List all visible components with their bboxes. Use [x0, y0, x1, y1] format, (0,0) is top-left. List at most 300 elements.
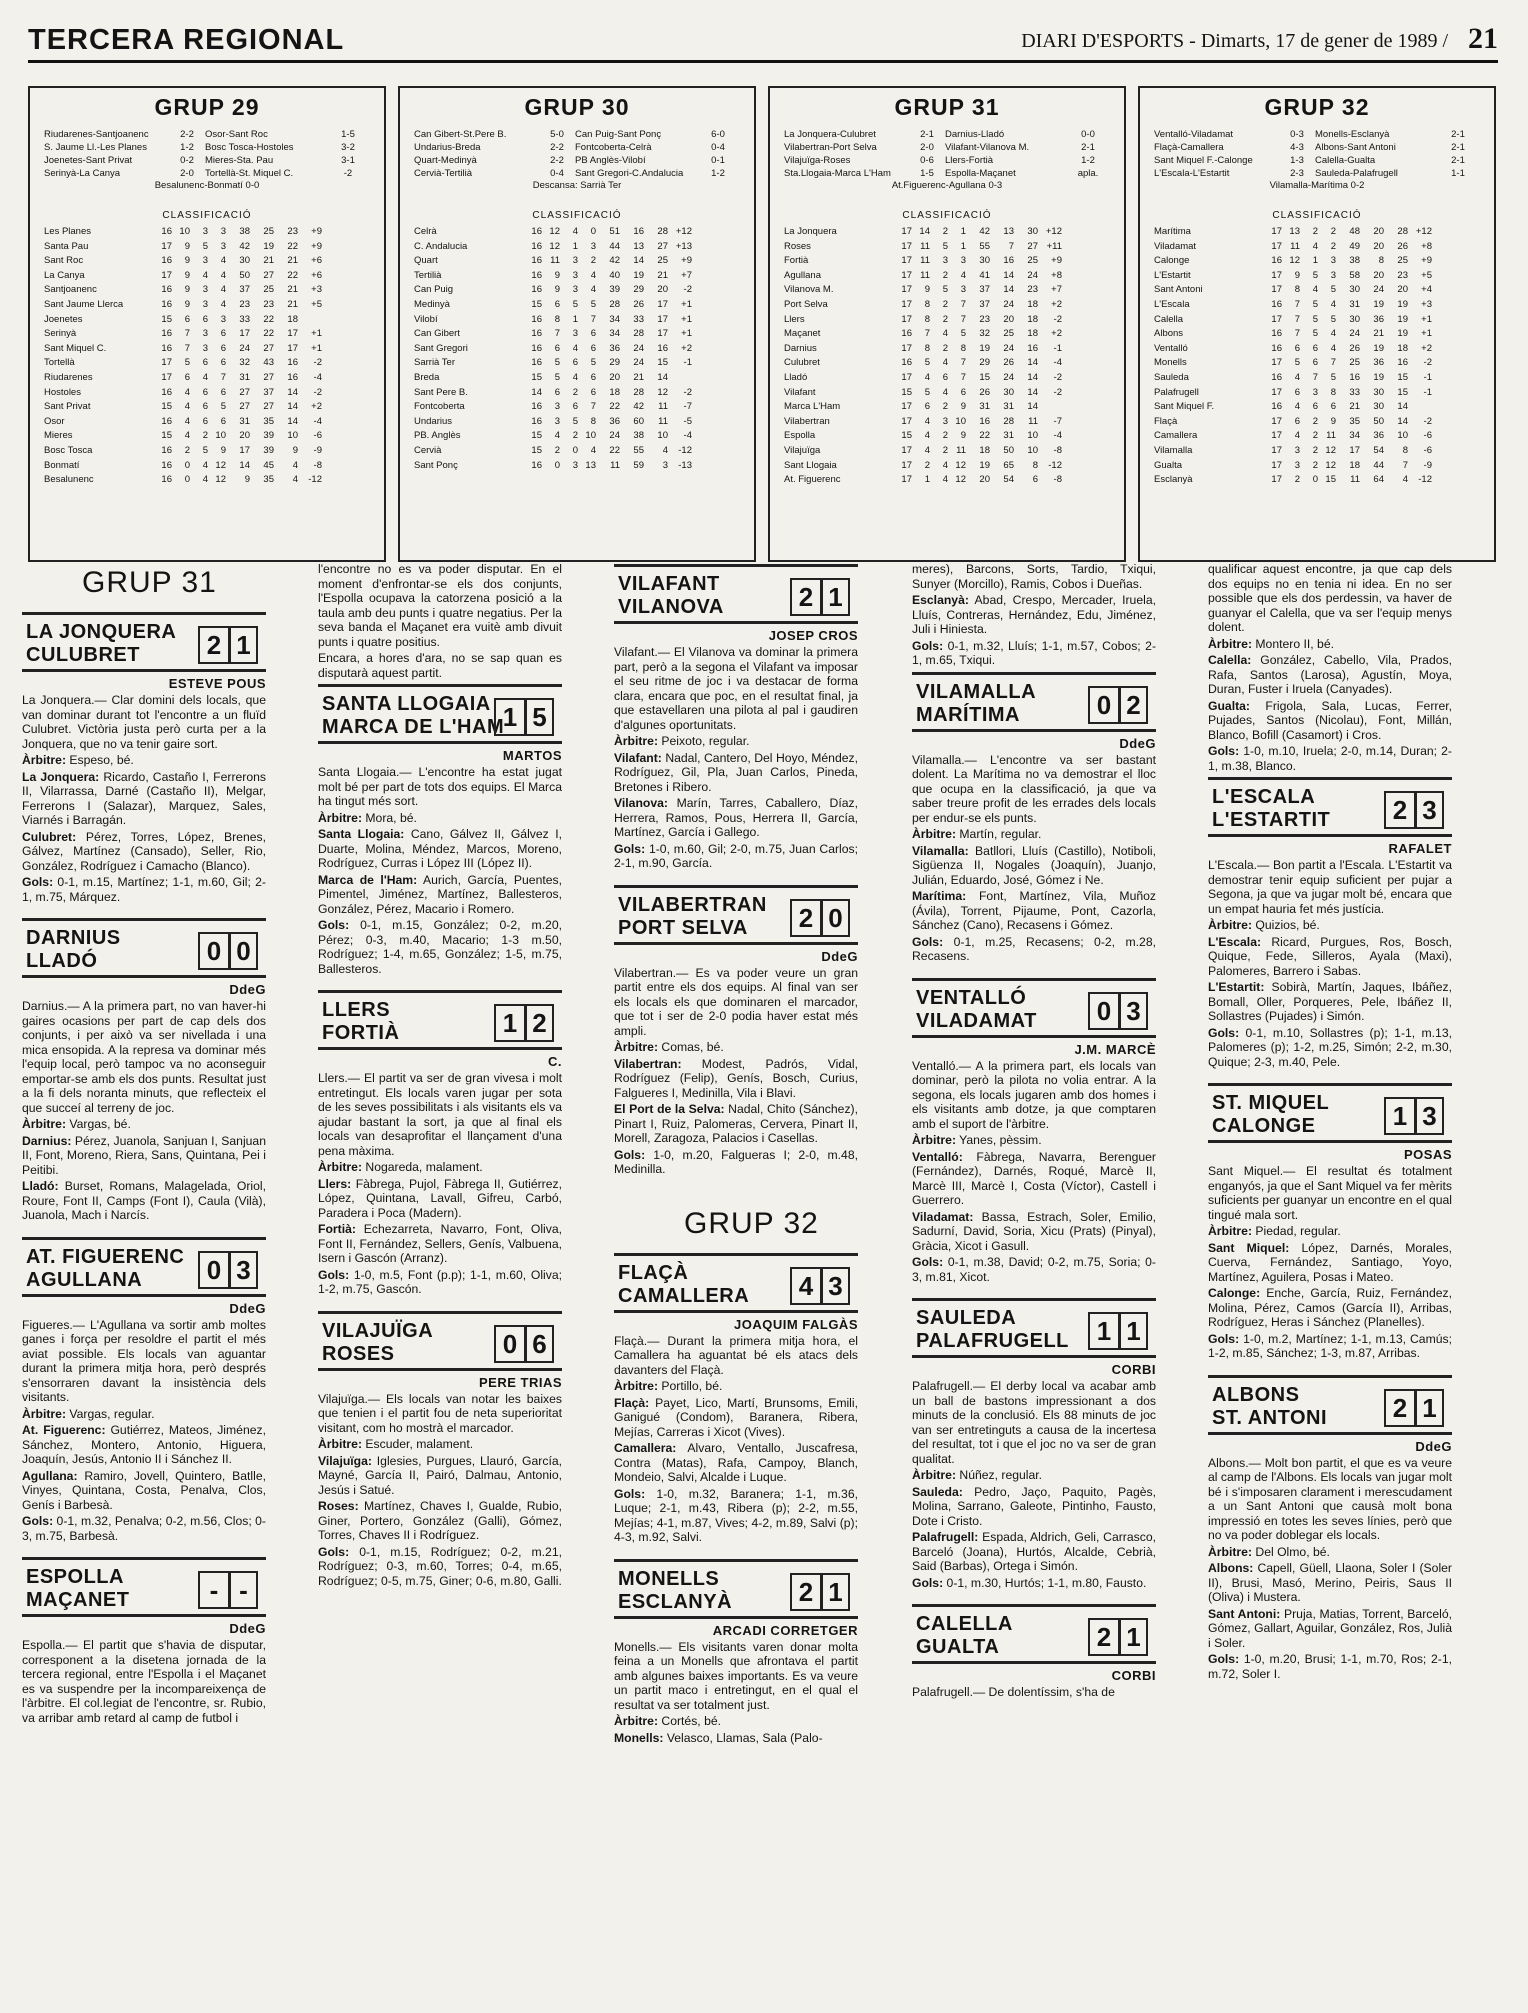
stat-cell: 2 [1330, 226, 1336, 237]
standings-row [44, 269, 370, 284]
stat-cell: 10 [1027, 444, 1038, 456]
stat-cell: 16 [161, 342, 172, 354]
score-box [790, 1267, 850, 1305]
stat-cell: 6 [202, 415, 208, 427]
bold-label: Vilanova: [614, 796, 668, 810]
stat-cell: 17 [1271, 269, 1282, 281]
stat-cell: 17 [1271, 444, 1282, 456]
stat-cell: 17 [239, 444, 250, 456]
stat-cell: 6 [220, 328, 226, 340]
stat-cell: 14 [1027, 371, 1038, 383]
paragraph-text: L'Escala.— Bon partit a l'Escala. L'Estartit va demostrar tenir equip suficient per pujar a Segona, ja que va jugar molt bé, encara que un empat hauria fet més justícia. [1208, 858, 1452, 916]
group-title: GRUP 29 [154, 94, 260, 120]
stat-cell: 27 [239, 401, 250, 413]
stat-cell: 19 [1397, 328, 1408, 340]
match-name: Serinyà-La Canya [44, 168, 121, 179]
standings-row [1154, 386, 1480, 401]
byline: CORBI [1111, 1362, 1156, 1377]
paragraph [1208, 1607, 1452, 1651]
standings-row [1154, 356, 1480, 371]
bold-label: Àrbitre: [1208, 636, 1253, 651]
away-score: 2 [1118, 688, 1146, 722]
stat-cell: 28 [633, 328, 644, 340]
bold-label: Fortià: [318, 1222, 356, 1236]
stat-cell: 33 [239, 313, 250, 325]
stat-cell: 5 [220, 401, 226, 413]
standings-row [414, 298, 740, 313]
result-row [784, 128, 1110, 141]
bold-label: Àrbitre: [1208, 918, 1253, 932]
match-score: 2-1 [1451, 155, 1465, 166]
stat-cell: +6 [311, 255, 322, 267]
stat-cell: 17 [1271, 474, 1282, 486]
home-score: 1 [502, 702, 518, 732]
home-team: MONELLS [618, 1567, 720, 1590]
stat-cell: 19 [633, 269, 644, 281]
paragraph-text: López, Darnés, Morales, Cuerva, Fernández, Santiago, Yoyo, Martínez, Aguilera, Posas i Mateo. [1208, 1240, 1452, 1284]
stat-cell: 9 [184, 298, 190, 310]
bold-label: Gols: [318, 918, 350, 932]
standings-row [1154, 342, 1480, 357]
paragraph [318, 1545, 562, 1589]
match-name: L'Escala-L'Estartit [1154, 168, 1230, 179]
stat-cell: +9 [311, 226, 322, 237]
bold-label: La Jonquera: [22, 769, 100, 784]
stat-cell: 17 [901, 371, 912, 383]
paragraph [318, 1177, 562, 1221]
stat-cell: 6 [220, 342, 226, 354]
paragraph [22, 1318, 266, 1405]
standings-row [44, 415, 370, 430]
stat-cell: 6 [572, 357, 578, 369]
stat-cell: 17 [901, 415, 912, 427]
stat-cell: 6 [220, 386, 226, 398]
page-number: 21 [1468, 22, 1498, 55]
paragraph-text: Espada, Aldrich, Geli, Carrasco, Barceló (Joana), Hurtós, Alcalde, Cebrià, Said (Barbas), Ortega i Simón. [912, 1530, 1156, 1573]
stat-cell: 2 [942, 226, 948, 237]
stat-cell: 17 [161, 371, 172, 383]
stat-cell: 5 [960, 328, 966, 340]
score-box [494, 1325, 554, 1363]
stat-cell: 15 [657, 357, 668, 369]
paragraph [912, 1485, 1156, 1529]
stat-cell: 24 [1373, 284, 1384, 296]
stat-cell: 30 [1027, 226, 1038, 237]
stat-cell: 20 [1397, 284, 1408, 296]
stat-cell: 14 [1027, 386, 1038, 398]
standings-row [784, 313, 1110, 328]
home-team: SAULEDA [916, 1307, 1017, 1329]
stat-cell: 4 [924, 371, 930, 383]
stat-cell: 8 [1402, 444, 1408, 456]
stat-cell: 30 [1003, 386, 1014, 398]
article-column [1208, 560, 1452, 2005]
bold-label: Gols: [614, 1486, 646, 1501]
stat-cell: 17 [657, 313, 668, 325]
match-score: 3-1 [341, 155, 355, 166]
home-score: 1 [502, 1008, 518, 1038]
article-column [318, 560, 562, 2005]
stat-cell: 4 [202, 371, 208, 383]
result-row [414, 141, 740, 154]
stat-cell: 20 [1373, 240, 1384, 252]
home-score: 1 [1392, 1101, 1408, 1131]
standings-row [414, 283, 740, 298]
stat-cell: 17 [901, 313, 912, 325]
bold-label: Vilafant: [614, 750, 662, 765]
stat-cell: -7 [683, 401, 692, 413]
away-team: VILADAMAT [916, 1009, 1037, 1032]
paragraph [318, 1160, 562, 1175]
stat-cell: 19 [1373, 371, 1384, 383]
team-name: Calonge [1154, 255, 1190, 267]
stat-cell: 16 [531, 342, 542, 354]
home-team: LA JONQUERA [26, 621, 177, 643]
stat-cell: 19 [1397, 313, 1408, 325]
standings-row [1154, 473, 1480, 488]
stat-cell: 28 [1003, 415, 1014, 427]
stat-cell: 4 [292, 459, 298, 471]
stat-cell: 6 [590, 342, 596, 354]
stat-cell: 17 [901, 284, 912, 296]
standings-row [414, 371, 740, 386]
stat-cell: 16 [531, 255, 542, 267]
results-list [414, 128, 740, 204]
home-score: 0 [1096, 995, 1112, 1026]
stat-cell: 6 [942, 371, 948, 383]
stat-cell: 14 [919, 226, 930, 237]
stat-cell: 50 [1373, 415, 1384, 427]
stat-cell: 22 [263, 328, 274, 340]
stat-cell: 8 [1294, 284, 1300, 296]
stat-cell: 2 [1312, 226, 1318, 237]
standings-row [784, 342, 1110, 357]
standings-row [784, 473, 1110, 488]
stat-cell: 25 [657, 255, 668, 267]
paragraph-text: 1-0, m.20, Brusi; 1-1, m.70, Ros; 2-1, m.72, Soler I. [1208, 1652, 1452, 1681]
stat-cell: -4 [683, 430, 692, 442]
stat-cell: 17 [901, 401, 912, 413]
stat-cell: 2 [1312, 430, 1318, 442]
stat-cell: 30 [1349, 313, 1360, 325]
paragraph [318, 827, 562, 871]
away-score: 0 [228, 934, 256, 968]
bold-label: Sant Miquel: [1208, 1240, 1290, 1255]
stat-cell: 17 [1271, 284, 1282, 296]
bold-label: At. Figuerenc: [22, 1423, 106, 1437]
paragraph-text: Sant Miquel.— El resultat és totalment enganyós, ja que el Sant Miquel va fer mèrits suficients per guanyar un encontre en el qual tingué mala sort. [1208, 1164, 1452, 1222]
stat-cell: 8 [1378, 255, 1384, 267]
stat-cell: 6 [184, 371, 190, 383]
stat-cell: 15 [1325, 474, 1336, 486]
stat-cell: 16 [531, 328, 542, 340]
paragraph-text: Espeso, bé. [66, 753, 134, 767]
match-score: 2-1 [1081, 142, 1095, 153]
paragraph-text: Capell, Güell, Llaona, Soler I (Soler II), Brusi, Masó, Merino, Peiris, Saus II (Oliva) i Mustera. [1208, 1561, 1452, 1604]
paragraph [318, 562, 562, 649]
stat-cell: 17 [287, 328, 298, 340]
stat-cell: 11 [610, 459, 620, 471]
stat-cell: 14 [657, 371, 668, 383]
match-article [22, 1237, 266, 1544]
score-box [198, 1251, 258, 1289]
stat-cell: +2 [1051, 328, 1062, 340]
results-note: Descansa: Sarrià Ter [532, 180, 622, 191]
stat-cell: 4 [220, 269, 226, 281]
stat-cell: 17 [1271, 313, 1282, 325]
stat-cell: 18 [1349, 459, 1360, 471]
away-team: CALONGE [1212, 1115, 1316, 1137]
home-score: 1 [1096, 1316, 1112, 1346]
team-name: Sant Roc [44, 255, 84, 267]
team-name: Monells [1154, 357, 1187, 369]
stat-cell: 2 [942, 444, 948, 456]
standings-row [414, 386, 740, 401]
stat-cell: 14 [239, 459, 250, 471]
stat-cell: -1 [1423, 386, 1432, 398]
stat-cell: 17 [1271, 415, 1282, 427]
bold-label: Lladó: [22, 1179, 59, 1193]
result-row [1154, 128, 1480, 141]
stat-cell: 7 [1294, 328, 1300, 340]
bold-label: Llers: [318, 1176, 352, 1191]
stat-cell: 33 [633, 313, 644, 325]
bold-label: Marca de l'Ham: [318, 872, 418, 887]
match-header [1208, 1375, 1452, 1435]
paragraph-text: 1-0, m.5, Font (p.p); 1-1, m.60, Oliva; 1-2, m.75, Gascón. [318, 1267, 562, 1296]
stat-cell: 31 [1349, 298, 1360, 310]
team-name: Maçanet [784, 328, 821, 340]
stat-cell: 14 [1003, 269, 1014, 281]
paragraph [614, 1057, 858, 1101]
stat-cell: 42 [633, 401, 644, 413]
stat-cell: +13 [675, 240, 692, 252]
match-name: Vilajuïga-Roses [784, 155, 851, 166]
header-rule [28, 60, 1498, 63]
team-name: Vilafant [784, 386, 816, 398]
stat-cell: -2 [1053, 386, 1062, 398]
stat-cell: 39 [263, 430, 274, 442]
stat-cell: 2 [1294, 474, 1300, 486]
stat-cell: 45 [263, 459, 274, 471]
paragraph [912, 753, 1156, 826]
paragraph-text: Cano, Gálvez II, Gálvez I, Duarte, Molina, Méndez, Marcos, Moreno, Rodríguez, Curras i López III (López II). [318, 827, 562, 870]
paragraph-text: Abad, Crespo, Mercader, Iruela, Lluís, Contreras, Hernández, Edu, Jiménez, Juli i Hiniesta. [912, 593, 1156, 636]
paragraph-text: 0-1, m.25, Recasens; 0-2, m.28, Recasens. [912, 934, 1156, 963]
stat-cell: 10 [657, 430, 668, 442]
stat-cell: 31 [239, 371, 250, 383]
bold-label: Àrbitre: [22, 753, 67, 767]
standings-row [784, 429, 1110, 444]
stat-cell: 21 [1349, 401, 1360, 413]
bold-label: Gols: [614, 1147, 646, 1162]
stat-cell: -12 [308, 474, 322, 486]
bold-label: Àrbitre: [1208, 1544, 1253, 1559]
stat-cell: 7 [554, 328, 560, 340]
stat-cell: 16 [1271, 342, 1282, 354]
stat-cell: 27 [263, 342, 274, 354]
stat-cell: 5 [942, 240, 948, 252]
stat-cell: 11 [920, 269, 930, 281]
paragraph-text: Espolla.— El partit que s'havia de disputar, corresponent a la disetena jornada de la tercera regional, entre l'Espolla i el Maçanet es va suspendre per la incompareixença de l'àrbitre. El col.legiat de l'encontre, sr. Rubio, va arribar amb retard al camp de futbol i [22, 1638, 266, 1725]
byline: J.M. MARCÈ [1074, 1041, 1156, 1057]
paragraph [1208, 637, 1452, 652]
match-article [318, 684, 562, 976]
paragraph [1208, 858, 1452, 916]
stat-cell: -4 [1053, 430, 1062, 442]
home-team: FLAÇÀ [618, 1261, 689, 1284]
stat-cell: 9 [1330, 415, 1336, 427]
paragraph-text: Gutiérrez, Mateos, Jiménez, Sánchez, Montero, Antonio, Higuera, Joaquín, Jesús, Antonio II i Sánchez II. [22, 1423, 266, 1466]
result-row [414, 154, 740, 167]
standings-row [44, 400, 370, 415]
stat-cell: 28 [609, 298, 620, 310]
classification-heading: CLASSIFICACIÓ [902, 210, 992, 221]
stat-cell: 12 [215, 459, 226, 471]
match-score: -2 [343, 168, 353, 179]
standings-row [414, 327, 740, 342]
away-score: 1 [1118, 1314, 1146, 1348]
paragraph-text: Figueres.— L'Agullana va sortir amb moltes ganes i força per resoldre el partit el més aviat possible. Els locals van aguantar durant la primera mitja hora, però després s'ensorraren davant la insistència dels visitants. [22, 1317, 266, 1404]
home-score: 2 [1392, 1392, 1408, 1423]
match-article [912, 978, 1156, 1285]
bold-label: Gols: [912, 1575, 944, 1590]
score-box [1384, 791, 1444, 829]
stat-cell: -8 [1053, 444, 1062, 456]
team-name: Culubret [784, 357, 820, 369]
paragraph [912, 1468, 1156, 1483]
paragraph [318, 1392, 562, 1436]
bold-label: Gols: [614, 841, 646, 856]
match-name: Darnius-Lladó [945, 129, 1005, 140]
stat-cell: 16 [531, 269, 542, 281]
stat-cell: 17 [161, 269, 172, 281]
stat-cell: 17 [161, 357, 172, 369]
stat-cell: 5 [924, 357, 930, 369]
byline: DdeG [1119, 735, 1156, 751]
stat-cell: 29 [633, 284, 644, 296]
stat-cell: 16 [1271, 298, 1282, 310]
date-line: DIARI D'ESPORTS - Dimarts, 17 de gener de 1989 / [1021, 30, 1448, 52]
stat-cell: 35 [263, 474, 274, 486]
stat-cell: 13 [1003, 226, 1014, 237]
classification-heading: CLASSIFICACIÓ [532, 210, 622, 221]
stat-cell: 5 [554, 357, 560, 369]
stat-cell: 26 [1349, 342, 1360, 354]
stat-cell: 16 [161, 226, 172, 237]
away-team: ST. ANTONI [1212, 1406, 1328, 1429]
standings-row [784, 225, 1110, 240]
match-article [318, 1311, 562, 1589]
paragraph [912, 1059, 1156, 1132]
paragraph [1208, 1224, 1452, 1239]
stat-cell: 23 [1397, 269, 1408, 281]
stat-cell: -2 [1423, 357, 1432, 369]
paragraph-text: Frigola, Sala, Lucas, Ferrer, Pujades, Santos (Nicolau), Font, Millán, Blanco, Bofill (Casamort) i Cros. [1208, 698, 1452, 742]
stat-cell: 3 [202, 328, 208, 340]
stat-cell: -1 [1423, 371, 1432, 383]
match-name: Calella-Gualta [1315, 155, 1376, 166]
match-score: apla. [1077, 168, 1099, 179]
paragraph [318, 765, 562, 809]
standings-table [44, 225, 370, 488]
team-name: Breda [414, 371, 440, 383]
stat-cell: 17 [901, 474, 912, 486]
stat-cell: 3 [220, 240, 226, 252]
away-team: L'ESTARTIT [1212, 809, 1331, 831]
away-score: 3 [1414, 793, 1442, 827]
standings-box [768, 86, 1126, 562]
stat-cell: 6 [1312, 357, 1318, 369]
match-name: Sant Gregori-C.Andalucia [575, 168, 684, 179]
paragraph [22, 1117, 266, 1132]
stat-cell: -4 [313, 415, 322, 427]
stat-cell: 8 [924, 313, 930, 325]
stat-cell: 11 [920, 240, 930, 252]
stat-cell: 4 [924, 415, 930, 427]
match-name: Bosc Tosca-Hostoles [205, 142, 294, 153]
stat-cell: 15 [531, 444, 542, 456]
away-team: VILANOVA [618, 596, 724, 618]
stat-cell: 17 [1271, 240, 1282, 252]
match-article [912, 1298, 1156, 1590]
paragraph [22, 830, 266, 874]
stat-cell: 0 [184, 459, 190, 471]
stat-cell: 7 [1402, 459, 1408, 471]
paragraph-text: Ricardo, Castaño I, Ferrerons II, Vilarrassa, Darné (Castaño II), Melgar, Ferrerons I (Salazar), Marquez, Sales, Viarnés i Barragán. [22, 769, 266, 827]
score-box [198, 932, 258, 970]
paragraph [614, 751, 858, 795]
match-name: Flaçà-Camallera [1154, 142, 1224, 153]
bold-label: Gols: [1208, 1331, 1240, 1346]
stat-cell: 17 [1271, 386, 1282, 398]
stat-cell: 0 [184, 474, 190, 486]
paragraph [614, 645, 858, 732]
bold-label: Vilamalla: [912, 843, 969, 858]
stat-cell: 3 [220, 226, 226, 237]
stat-cell: 3 [554, 401, 560, 413]
away-score: 3 [820, 1269, 848, 1303]
byline: JOSEP CROS [768, 628, 858, 643]
paragraph [318, 1437, 562, 1452]
team-name: Sant Miquel F. [1154, 401, 1215, 413]
standings-row [44, 298, 370, 313]
stat-cell: 27 [657, 240, 668, 252]
stat-cell: 2 [942, 269, 948, 281]
stat-cell: 6 [202, 386, 208, 398]
section-title: TERCERA REGIONAL [28, 24, 345, 56]
stat-cell: 29 [609, 357, 620, 369]
stat-cell: 6 [1294, 415, 1300, 427]
stat-cell: 3 [202, 298, 208, 310]
team-name: Cervià [414, 444, 442, 456]
team-name: Ventalló [1154, 342, 1188, 354]
match-name: Sauleda-Palafrugell [1315, 168, 1398, 179]
stat-cell: 12 [955, 459, 966, 471]
away-score: 1 [1118, 1620, 1146, 1654]
team-name: Llers [784, 313, 805, 325]
paragraph-text: 0-1, m.30, Hurtós; 1-1, m.80, Fausto. [943, 1575, 1147, 1590]
stat-cell: 30 [979, 255, 990, 267]
team-name: Darnius [784, 342, 817, 354]
home-score: 2 [206, 630, 222, 660]
stat-cell: 5 [1312, 328, 1318, 340]
away-score: 2 [524, 1006, 552, 1040]
paragraph [22, 1179, 266, 1223]
stat-cell: 3 [960, 284, 966, 296]
stat-cell: 15 [161, 401, 172, 413]
stat-cell: 17 [901, 342, 912, 354]
